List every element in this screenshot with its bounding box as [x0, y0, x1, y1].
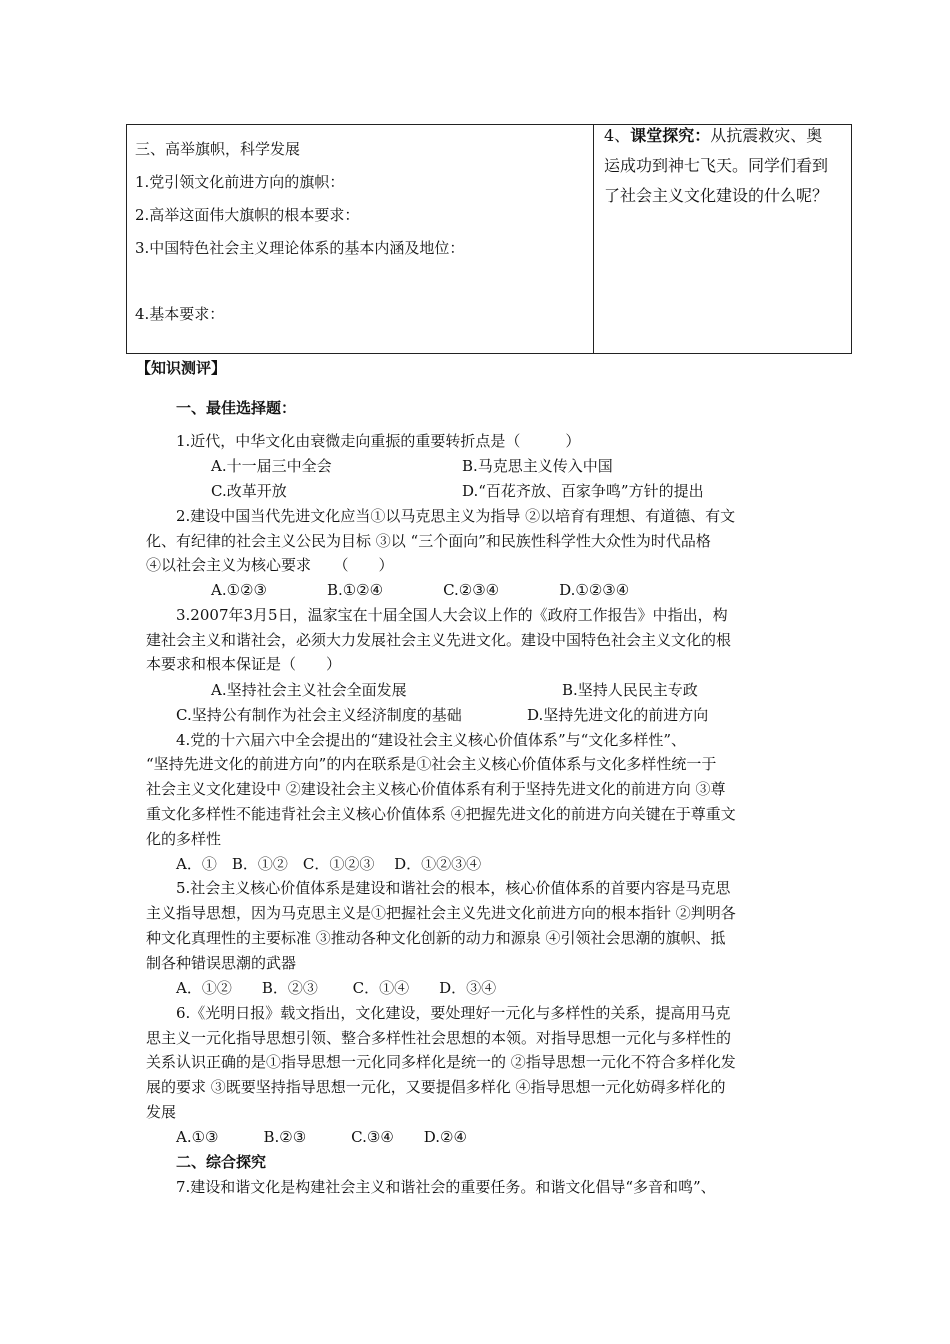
q6-line-1: 6.《光明日报》载文指出，文化建设，要处理好一元化与多样性的关系，提高用马克: [176, 1004, 731, 1022]
q4-line-3: 社会主义文化建设中 ②建设社会主义核心价值体系有利于坚持先进文化的前进方向 ③尊: [146, 780, 726, 798]
q4-line-5: 化的多样性: [146, 830, 222, 848]
section-heading: 三、高举旗帜，科学发展: [135, 140, 301, 158]
inquiry-table: [126, 124, 852, 354]
table-item-3: 3.中国特色社会主义理论体系的基本内涵及地位：: [135, 239, 465, 257]
section-title: 【知识测评】: [136, 359, 227, 377]
q2-line-1: 2.建设中国当代先进文化应当①以马克思主义为指导 ②以培育有理想、有道德、有文: [176, 507, 736, 525]
inquiry-prefix: 4、: [604, 126, 631, 145]
q4-line-1: 4.党的十六届六中全会提出的“建设社会主义核心价值体系”与“文化多样性”、: [176, 731, 686, 749]
table-column-divider: [593, 125, 594, 353]
q7-line-1: 7.建设和谐文化是构建社会主义和谐社会的重要任务。和谐文化倡导“多音和鸣”、: [176, 1178, 716, 1196]
q3-option-b: B.坚持人民民主专政: [562, 681, 698, 699]
q2-line-2: 化、有纪律的社会主义公民为目标 ③以 “三个面向”和民族性科学性大众性为时代品格: [146, 532, 711, 550]
q3-line-1: 3.2007年3月5日，温家宝在十届全国人大会议上作的《政府工作报告》中指出，构: [176, 606, 728, 624]
q6-line-2: 思主义一元化指导思想引领、整合多样性社会思想的本领。对指导思想一元化与多样性的: [146, 1029, 732, 1047]
table-item-4: 4.基本要求：: [135, 305, 225, 323]
q1-stem: 1.近代，中华文化由衰微走向重振的重要转折点是（ ）: [176, 432, 581, 450]
q3-option-d: D.坚持先进文化的前进方向: [527, 706, 709, 724]
q6-line-3: 关系认识正确的是①指导思想一元化同多样化是统一的 ②指导思想一元化不符合多样化发: [146, 1053, 736, 1071]
q3-line-3: 本要求和根本保证是（ ）: [146, 655, 342, 673]
q2-options: A.①②③ B.①②④ C.②③④ D.①②③④: [211, 581, 630, 599]
table-item-1: 1.党引领文化前进方向的旗帜：: [135, 173, 345, 191]
q5-line-1: 5.社会主义核心价值体系是建设和谐社会的根本，核心价值体系的首要内容是马克思: [176, 879, 731, 897]
table-item-2: 2.高举这面伟大旗帜的根本要求：: [135, 206, 360, 224]
q4-line-2: “坚持先进文化的前进方向”的内在联系是①社会主义核心价值体系与文化多样性统一于: [146, 755, 717, 773]
part2-title: 二、综合探究: [176, 1153, 267, 1171]
q3-option-c: C.坚持公有制作为社会主义经济制度的基础: [176, 706, 462, 724]
q5-line-2: 主义指导思想，因为马克思主义是①把握社会主义先进文化前进方向的根本指针 ②判明各: [146, 904, 736, 922]
part1-title: 一、最佳选择题：: [176, 399, 297, 417]
table-right-cell: [604, 121, 844, 211]
inquiry-text-3: 了社会主义文化建设的什么呢？: [604, 186, 829, 205]
q1-option-d: D.“百花齐放、百家争鸣”方针的提出: [462, 482, 704, 500]
inquiry-text-2: 运成功到神七飞天。同学们看到: [604, 156, 829, 175]
q5-options: A．①② B．②③ C．①④ D．③④: [176, 979, 497, 997]
q6-line-4: 展的要求 ③既要坚持指导思想一元化，又要提倡多样化 ④指导思想一元化妨碍多样化的: [146, 1078, 726, 1096]
q1-option-b: B.马克思主义传入中国: [462, 457, 613, 475]
inquiry-label: 课堂探究：: [630, 126, 711, 145]
q3-option-a: A.坚持社会主义社会全面发展: [211, 681, 407, 699]
q4-line-4: 重文化多样性不能违背社会主义核心价值体系 ④把握先进文化的前进方向关键在于尊重文: [146, 805, 736, 823]
q6-line-5: 发展: [146, 1103, 177, 1121]
q3-line-2: 建社会主义和谐社会，必须大力发展社会主义先进文化。建设中国特色社会主义文化的根: [146, 631, 732, 649]
q6-options: A.①③ B.②③ C.③④ D.②④: [176, 1128, 467, 1146]
q1-option-a: A.十一届三中全会: [211, 457, 332, 475]
q1-option-c: C.改革开放: [211, 482, 287, 500]
q5-line-4: 制各种错误思潮的武器: [146, 954, 297, 972]
q2-line-3: ④以社会主义为核心要求 （ ）: [146, 556, 394, 574]
q5-line-3: 种文化真理性的主要标准 ③推动各种文化创新的动力和源泉 ④引领社会思潮的旗帜、抵: [146, 929, 726, 947]
q4-options: A．① B．①② C．①②③ D．①②③④: [176, 855, 482, 873]
table-left-cell: [135, 133, 587, 331]
inquiry-text-1: 从抗震救灾、奥: [710, 126, 823, 145]
